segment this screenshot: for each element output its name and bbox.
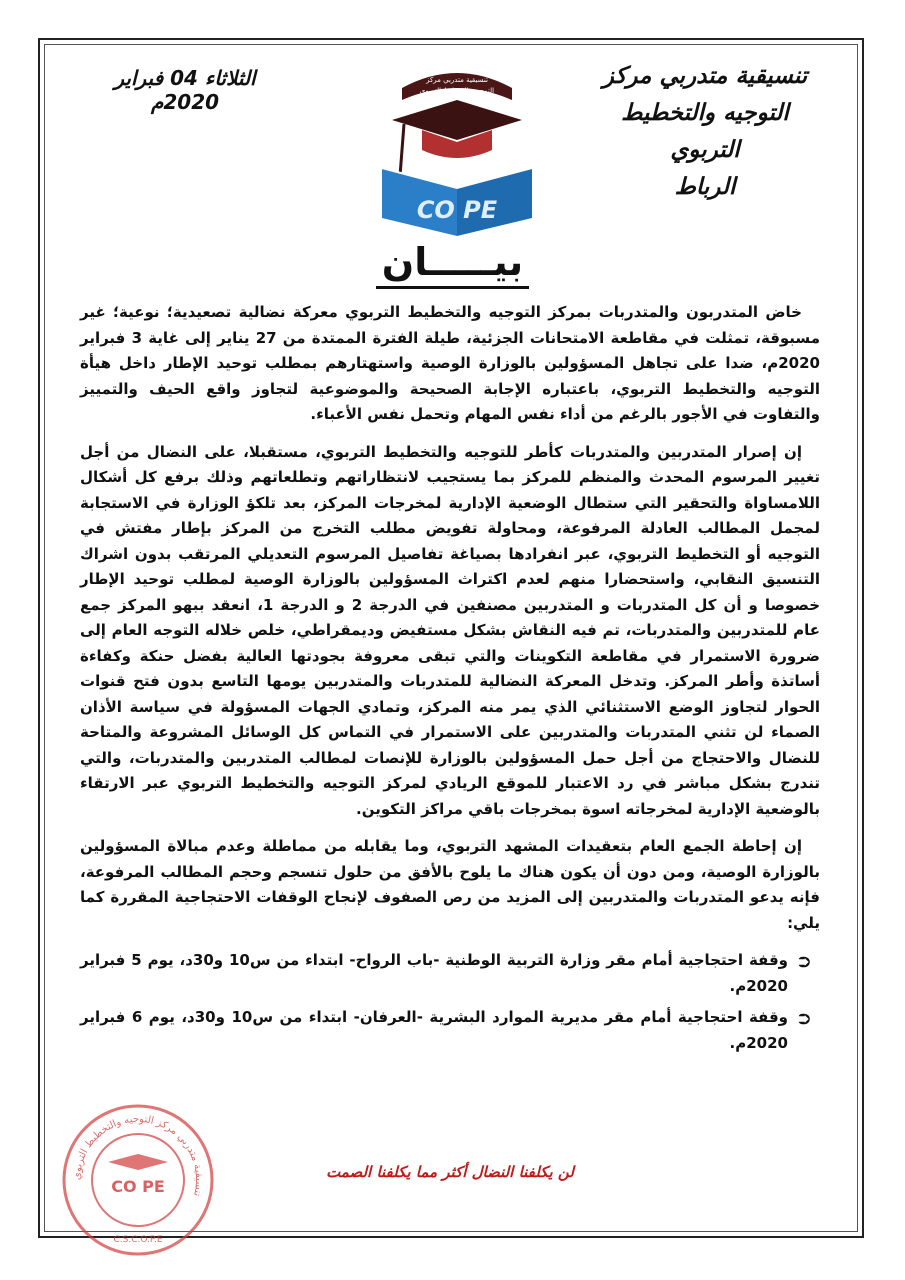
protest-list bbox=[80, 948, 820, 1056]
list-item: ⮊ وقفة احتجاجية أمام مقر وزارة التربية الوطنية -باب الرواح- ابتداء من س10 و30د، يوم 5 فبراير 2020م. bbox=[80, 951, 810, 995]
list-item: ⮊ وقفة احتجاجية أمام مقر مديرية الموارد البشرية -العرفان- ابتداء من س10 و30د، يوم 6 فبراير 2020م. bbox=[80, 1008, 810, 1052]
cap-tassel-icon bbox=[400, 124, 404, 176]
paragraph-2: إن إصرار المتدربين والمتدربات كأطر للتوجيه والتخطيط التربوي، مستقبلا، على النضال من أجل تغيير المرسوم المحدث والمنظم للمركز بما يستجيب لانتظاراتهم وتطلعاتهم وذلك برفع كل أشكال اللامساواة والتحقير التي ستطال الوضعية الإدارية لمخرجات المركز، بعد تلكؤ الوزارة في الاستجابة لمجمل المطالب العادلة المرفوعة، ومحاولة تفويض مطلب التخرج من المركز بإطار مفتش في التوجيه أو التخطيط التربوي، عبر انفرادها بصياغة تفاصيل المرسوم التعديلي المرتقب بدون اشراك التنسيق النقابي، واستحضارا منهم لعدم اكتراث المسؤولين بالوزارة الوصية لمطلب توحيد الإطار خصوصا و أن كل المتدربات و المتدربين مصنفين في الدرجة 2 و الدرجة 1، انعقد ببهو المركز جمع عام للمتدربين والمتدربات، تم فيه النقاش بشكل مستفيض وديمقراطي، خلص خلاله التوجه العام إلى ضرورة الاستمرار في مقاطعة التكوينات والتي تبقى معروفة بجودتها العالية بفضل حنكة وكفاءة أساتذة وأطر المركز. وتدخل المعركة النضالية للمتدربات والمتدربين يومها التاسع بدون فتح قنوات الحوار لتجاوز الوضع الاستثنائي الذي يمر منه المركز، وتمادي الجهات المسؤولة في سياسة الأذان الصماء لن تثني المتدربات والمتدربين على الاستمرار في التماس كل الوسائل المشروعة والمتاحة للنضال والاحتجاج من أجل حمل المسؤولين بالوزارة للإنصات لمطالب المتدربين والمتدربات، والتي تندرج بشكل مباشر في رد الاعتبار للموقع الريادي لمركز التوجيه والتخطيط التربوي عبر الارتقاء بالوضعية الإدارية لمخرجاته اسوة بمخرجات باقي مراكز التكوين. bbox=[80, 442, 821, 818]
paragraph-1: خاض المتدربون والمتدربات بمركز التوجيه والتخطيط التربوي معركة نضالية تصعيدية؛ نوعية؛ غير مسبوقة، تمثلت في مقاطعة الامتحانات الجزئية، طيلة الفترة الممتدة من 27 يناير إلى غاية 3 فبراير 2020م، ضدا على تجاهل المسؤولين بالوزارة الوصية واستهتارهم بمطلب توحيد الإطار داخل هيأة التوجيه والتخطيط التربوي، باعتباره الإجابة الصحيحة والموضوعية لتجاوز واقع الحيف والتمييز والتفاوت في الأجور بالرغم من أداء نفس المهام وتحمل نفس الأعباء. bbox=[80, 303, 820, 423]
document-date: الثلاثاء 04 فبراير 2020م bbox=[114, 66, 256, 114]
organization-name bbox=[590, 58, 820, 206]
logo-banner-text-1: تنسيقية متدربي مركز bbox=[426, 76, 488, 84]
stamp-cap-icon bbox=[108, 1154, 168, 1170]
logo-banner-text-2: التوجيه والتخطيط التربوي bbox=[419, 87, 495, 95]
logo-text: CO PE bbox=[416, 196, 498, 224]
document-title bbox=[0, 240, 905, 284]
stamp-ring-text: تنسيقية متدربي مركز التوجيه والتخطيط التربوي bbox=[71, 1113, 205, 1198]
org-line-1: تنسيقية متدربي مركز bbox=[602, 63, 808, 89]
bullet-arrow-icon: ⮊ bbox=[798, 953, 810, 971]
statement-body bbox=[80, 300, 820, 1062]
title-text: بيـــــان bbox=[376, 240, 529, 289]
official-stamp bbox=[58, 1100, 218, 1260]
stamp-bottom-text: C.S.C.O.P.E bbox=[113, 1235, 163, 1245]
org-line-3: الرباط bbox=[674, 174, 736, 200]
bullet-arrow-icon: ⮊ bbox=[798, 1010, 810, 1028]
graduation-cap-icon bbox=[392, 100, 522, 140]
org-line-2: التوجيه والتخطيط التربوي bbox=[621, 100, 789, 163]
stamp-center-text: CO PE bbox=[111, 1177, 165, 1196]
slogan: لن يكلفنا النضال أكثر مما يكلفنا الصمت bbox=[326, 1163, 574, 1181]
paragraph-3: إن إحاطة الجمع العام بتعقيدات المشهد التربوي، وما يقابله من مماطلة وعدم مبالاة المسؤولين بالوزارة الوصية، ومن دون أن يكون هناك ما يلوح بالأفق من حلول تنسجم وحجم المطالب المرفوعة، فإنه يدعو المتدربات والمتدربين إلى المزيد من رص الصفوف لإنجاح الوقفات الاحتجاجية المقررة كما يلي: bbox=[80, 837, 820, 932]
cope-logo bbox=[372, 58, 542, 238]
